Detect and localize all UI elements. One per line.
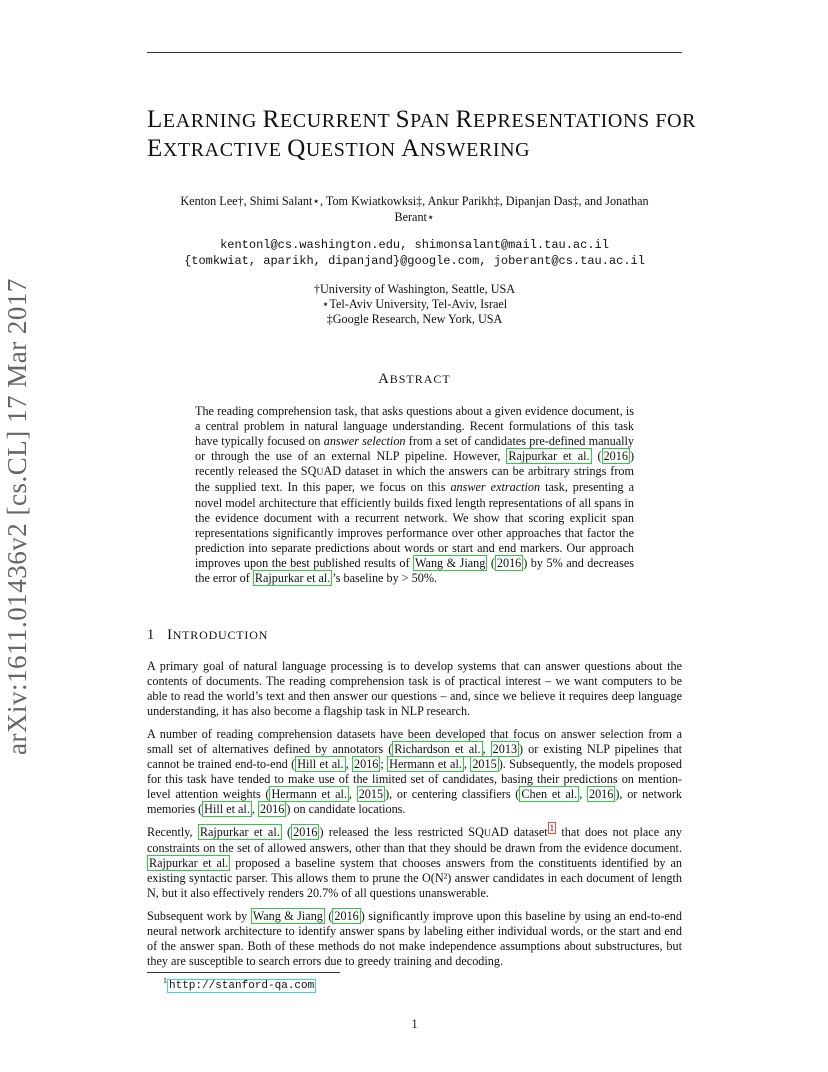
arxiv-identifier: arXiv:1611.01436v2 [cs.CL] 17 Mar 2017 [2, 278, 32, 755]
citation-link[interactable]: 2015 [358, 787, 384, 802]
citation-link[interactable]: Hermann et al. [389, 757, 462, 772]
citation-link[interactable]: 2015 [472, 757, 497, 772]
authors-line-1: Kenton Lee†, Shimi Salant⋆, Tom Kwiatkowksi‡, Ankur Parikh‡, Dipanjan Das‡, and Jonathan [180, 194, 649, 208]
introduction-body [147, 659, 682, 977]
title-line-1: LEARNING RECURRENT SPAN REPRESENTATIONS FOR [147, 106, 697, 133]
abstract-text: The reading comprehension task, that asks questions about a given evidence document, is a central problem in natural language understanding. Recent formulations of this task have typically focused on answer selection from a set of candidates pre-defined manually or through the use of an external NLP pipeline. However, Rajpurkar et al. ( 2016 ) recently released the SQUAD dataset in which the answers can be arbitrary strings from the supplied text. In this paper, we focus on this answer extraction task, presenting a novel model architecture that efficiently builds fixed length representations of all spans in the evidence document with a recurrent network. We show that scoring explicit span representations significantly improves performance over other approaches that factor the prediction into separate predictions about words or start and end markers. Our approach improves upon the best published results of Wang & Jiang ( 2016 ) by 5% and decreases the error of Rajpurkar et al. ’s baseline by > 50%. [195, 404, 634, 586]
citation-link[interactable]: Rajpurkar et al. [199, 824, 280, 839]
paper-title [147, 106, 707, 164]
citation-link[interactable]: Rajpurkar et al. [508, 449, 590, 464]
footnote-marker[interactable]: 1 [549, 822, 555, 833]
citation-link[interactable]: Wang & Jiang [252, 908, 323, 923]
emails-line-2: {tomkwiat, aparikh, dipanjand}@google.com, joberant@cs.tau.ac.il [184, 254, 645, 268]
citation-link[interactable]: Hill et al. [297, 757, 344, 772]
affiliation-washington: †University of Washington, Seattle, USA [313, 282, 516, 296]
footnote [163, 976, 316, 992]
page-number: 1 [411, 1017, 418, 1031]
citation-link[interactable]: Richardson et al. [394, 741, 481, 756]
citation-link[interactable]: Hermann et al. [271, 787, 347, 802]
paragraph: Recently, Rajpurkar et al. ( 2016 ) released the less restricted SQUAD dataset $^1$ that does not place any constraints on the set of allowed answers, other than that they should be drawn from the evidence document. Rajpurkar et al. proposed a baseline system that chooses answers from the constituents identified by an existing syntactic parser. This allows them to prune the O(N²) answer candidates in each document of length N, but it also effectively renders 20.7% of all questions unanswerable. [147, 822, 682, 901]
footnote-rule [147, 972, 340, 973]
title-line-2: EXTRACTIVE QUESTION ANSWERING [147, 135, 531, 162]
citation-link[interactable]: 2016 [496, 555, 522, 570]
paragraph: A primary goal of natural language processing is to develop systems that can answer questions about the contents of documents. The reading comprehension task is of practical interest – we want computers to be able to read the world’s text and then answer our questions – and, since we believe it requires deep language understanding, it has also become a flagship task in NLP research. [147, 659, 682, 719]
section-heading-introduction: 1 INTRODUCTION [147, 627, 269, 643]
citation-link[interactable]: 2016 [603, 449, 628, 464]
top-rule [147, 52, 682, 53]
footnote-number: 1 [163, 976, 167, 985]
citation-link[interactable]: 2016 [354, 757, 379, 772]
citation-link[interactable]: Chen et al. [521, 787, 578, 802]
citation-link[interactable]: Rajpurkar et al. [149, 856, 229, 871]
affiliation-tel-aviv: ⋆Tel-Aviv University, Tel-Aviv, Israel [321, 297, 508, 311]
author-list [147, 193, 682, 225]
citation-link[interactable]: 2016 [293, 824, 318, 839]
emails-line-1: kentonl@cs.washington.edu, shimonsalant@mail.tau.ac.il [220, 238, 609, 252]
citation-link[interactable]: Hill et al. [204, 802, 250, 817]
paragraph: Subsequent work by Wang & Jiang ( 2016 ) significantly improve upon this baseline by using an end-to-end neural network architecture to identify answer spans by labeling either individual words, or the start and end of the answer span. Both of these methods do not make independence assumptions about substructures, but they are susceptible to search errors due to greedy training and decoding. [147, 908, 682, 969]
citation-link[interactable]: 2016 [259, 802, 285, 817]
affiliation-google: ‡Google Research, New York, USA [326, 312, 503, 326]
citation-link[interactable]: 2016 [334, 908, 359, 923]
citation-link[interactable]: Wang & Jiang [415, 555, 486, 570]
abstract-heading: ABSTRACT [378, 371, 451, 387]
citation-link[interactable]: 2016 [588, 787, 614, 802]
citation-link[interactable]: 2013 [492, 741, 518, 756]
author-emails [147, 237, 682, 269]
citation-link[interactable]: Rajpurkar et al. [254, 571, 331, 586]
footnote-url-link[interactable]: http://stanford-qa.com [169, 979, 315, 992]
affiliations [147, 282, 682, 327]
authors-line-2: Berant⋆ [394, 210, 435, 224]
paragraph: A number of reading comprehension datasets have been developed that focus on answer selection from a small set of alternatives defined by annotators ( Richardson et al. , 2013 ) or existing NLP pipelines that cannot be trained end-to-end ( Hill et al. , 2016 ; Hermann et al. , 2015 ). Subsequently, the models proposed for this task have tended to make use of the limited set of candidates, basing their predictions on mention-level attention weights ( Hermann et al. , 2015 ), or centering classifiers ( Chen et al. , 2016 ), or network memories ( Hill et al. , 2016 ) on candidate locations. [147, 726, 683, 817]
